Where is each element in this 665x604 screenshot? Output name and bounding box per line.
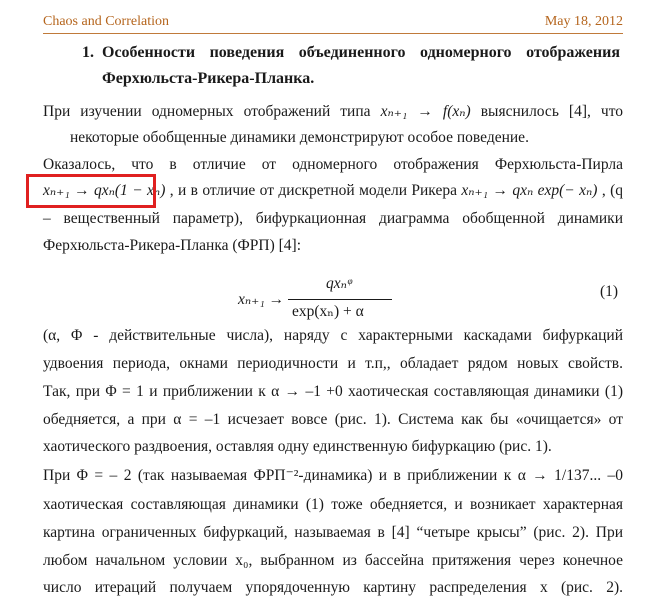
para3-line-2: удвоения периода, окнами периодичности и т.п,, обладает рядом новых свойств. (43, 355, 623, 372)
equation-number: (1) (600, 283, 619, 300)
equation-numerator: qxₙᵠ (326, 275, 352, 292)
formula-ricker: xₙ₊₁ → qxₙ exp(− xₙ) (461, 182, 598, 199)
section-title-line-2: Ферхюльста-Рикера-Планка. (102, 70, 315, 87)
para4-line-4: любом начальном условии x₀, выбранном из бассейна притяжения через конечное (43, 552, 623, 569)
section-title-line-1: Особенности поведения объединенного одномерного отображения (102, 44, 620, 61)
para4-line-5: число итераций получаем упорядоченную картину распределения x (рис. 2). (43, 579, 623, 596)
para1-line-1: При изучении одномерных отображений типа xₙ₊₁ → f(xₙ) выяснилось [4], что (43, 103, 624, 120)
para2-line-1: Оказалось, что в отличие от одномерного отображения Ферхюльста-Пирла (43, 156, 623, 173)
para2-line-4: Ферхюльста-Рикера-Планка (ФРП) [4]: (43, 237, 302, 254)
para4-line-1: При Φ = – 2 (так называемая ФРП⁻²-динамика) и в приближении к α → 1/137... –0 (43, 467, 623, 484)
para4-line-3: картина ограниченных бифуркаций, называемая в [4] “четыре крысы” (рис. 2). При (43, 524, 623, 541)
fraction-bar (288, 299, 392, 300)
header-date: May 18, 2012 (544, 14, 623, 29)
page-header (43, 13, 623, 34)
para3-line-4: обедняется, а при α = –1 исчезает вовсе (рис. 1). Система как бы «очищается» от (43, 411, 623, 428)
journal-name: Chaos and Correlation (43, 14, 169, 29)
para4-line-2: хаотическая составляющая динамики (1) тоже обедняется, и возникает характерная (43, 496, 623, 513)
formula-verhulst-pearl: xₙ₊₁ → qxₙ(1 − xₙ) (43, 182, 166, 199)
para1-line-2: некоторые обобщенные динамики демонстрируют особое поведение. (70, 129, 529, 146)
para2-line-2: xₙ₊₁ → qxₙ(1 − xₙ) , и в отличие от дискретной модели Рикера xₙ₊₁ → qxₙ exp(− xₙ) , (q (43, 182, 624, 199)
para3-line-5: хаотического раздвоения, оставляя одну единственную бифуркацию (рис. 1). (43, 438, 552, 455)
equation-lhs: xₙ₊₁ → (238, 291, 285, 308)
section-number: 1. (82, 44, 94, 61)
formula-general-map: xₙ₊₁ → f(xₙ) (380, 103, 471, 120)
para3-line-1: (α, Φ - действительные числа), наряду с характерными каскадами бифуркаций (43, 327, 623, 344)
equation-denominator: exp(xₙ) + α (292, 303, 364, 320)
para2-line-3: – вещественный параметр), бифуркационная диаграмма обобщенной динамики (43, 210, 623, 227)
para3-line-3: Так, при Φ = 1 и приближении к α → –1 +0 хаотическая составляющая динамики (1) (43, 383, 623, 400)
formula-highlight-box (26, 174, 156, 208)
